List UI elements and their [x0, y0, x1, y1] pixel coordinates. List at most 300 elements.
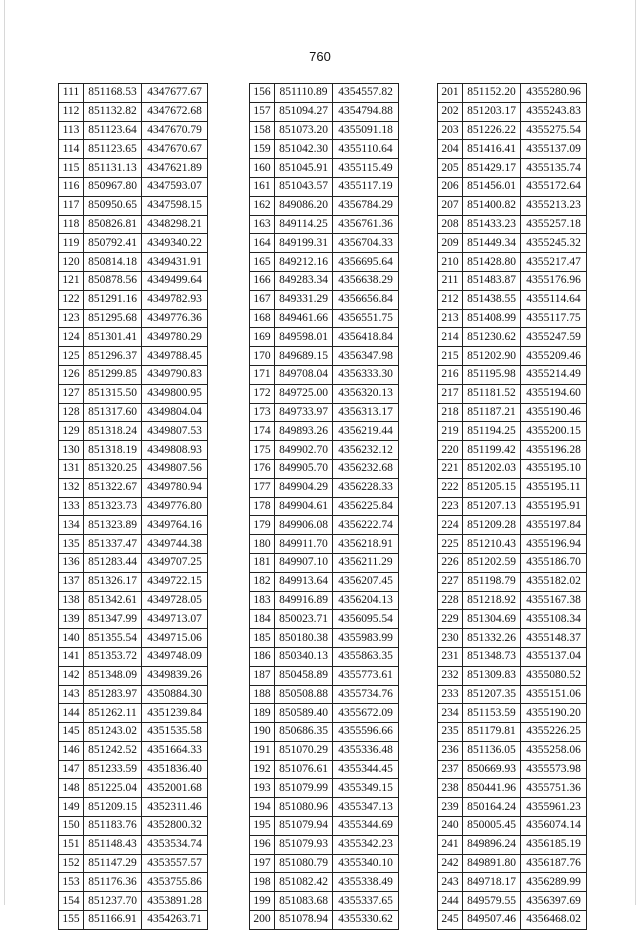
x-coordinate-cell: 851199.42 — [463, 441, 521, 460]
y-coordinate-cell: 4349780.29 — [142, 328, 208, 347]
y-coordinate-cell: 4355117.19 — [333, 177, 399, 196]
point-number-cell: 213 — [438, 309, 463, 328]
point-number-cell: 186 — [250, 647, 275, 666]
y-coordinate-cell: 4347593.07 — [142, 177, 208, 196]
x-coordinate-cell: 851347.99 — [84, 610, 142, 629]
x-coordinate-cell: 850878.56 — [84, 271, 142, 290]
y-coordinate-cell: 4356204.13 — [333, 591, 399, 610]
scan-edge-left — [4, 0, 5, 905]
y-coordinate-cell: 4356313.17 — [333, 403, 399, 422]
table-row — [438, 666, 587, 685]
point-number-cell: 218 — [438, 403, 463, 422]
table-row — [250, 817, 399, 836]
y-coordinate-cell: 4356418.84 — [333, 328, 399, 347]
table-row — [250, 384, 399, 403]
x-coordinate-cell: 851242.52 — [84, 741, 142, 760]
table-row — [438, 403, 587, 422]
y-coordinate-cell: 4352800.32 — [142, 817, 208, 836]
y-coordinate-cell: 4356074.14 — [521, 817, 587, 836]
table-row — [250, 723, 399, 742]
x-coordinate-cell: 851230.62 — [463, 328, 521, 347]
x-coordinate-cell: 850589.40 — [275, 704, 333, 723]
x-coordinate-cell: 851322.67 — [84, 478, 142, 497]
x-coordinate-cell: 851152.20 — [463, 84, 521, 103]
x-coordinate-cell: 850441.96 — [463, 779, 521, 798]
x-coordinate-cell: 851207.35 — [463, 685, 521, 704]
x-coordinate-cell: 849902.70 — [275, 441, 333, 460]
point-number-cell: 198 — [250, 873, 275, 892]
point-number-cell: 206 — [438, 177, 463, 196]
y-coordinate-cell: 4356225.84 — [333, 497, 399, 516]
y-coordinate-cell: 4355257.18 — [521, 215, 587, 234]
y-coordinate-cell: 4356187.76 — [521, 854, 587, 873]
y-coordinate-cell: 4355330.62 — [333, 911, 399, 930]
y-coordinate-cell: 4355200.15 — [521, 422, 587, 441]
table-row — [59, 441, 208, 460]
x-coordinate-cell: 850180.38 — [275, 629, 333, 648]
table-row — [59, 610, 208, 629]
y-coordinate-cell: 4356704.33 — [333, 234, 399, 253]
table-row — [438, 328, 587, 347]
point-number-cell: 214 — [438, 328, 463, 347]
x-coordinate-cell: 851295.68 — [84, 309, 142, 328]
table-row — [438, 441, 587, 460]
y-coordinate-cell: 4355137.09 — [521, 140, 587, 159]
x-coordinate-cell: 851080.96 — [275, 798, 333, 817]
point-number-cell: 150 — [59, 817, 84, 836]
x-coordinate-cell: 850967.80 — [84, 177, 142, 196]
table-row — [59, 741, 208, 760]
point-number-cell: 138 — [59, 591, 84, 610]
point-number-cell: 119 — [59, 234, 84, 253]
point-number-cell: 147 — [59, 760, 84, 779]
y-coordinate-cell: 4355342.23 — [333, 835, 399, 854]
x-coordinate-cell: 851203.17 — [463, 102, 521, 121]
table-row — [438, 478, 587, 497]
x-coordinate-cell: 851183.76 — [84, 817, 142, 836]
x-coordinate-cell: 851296.37 — [84, 347, 142, 366]
page-number: 760 — [309, 49, 331, 64]
point-number-cell: 238 — [438, 779, 463, 798]
y-coordinate-cell: 4355336.48 — [333, 741, 399, 760]
point-number-cell: 112 — [59, 102, 84, 121]
x-coordinate-cell: 851209.15 — [84, 798, 142, 817]
x-coordinate-cell: 851262.11 — [84, 704, 142, 723]
x-coordinate-cell: 851318.24 — [84, 422, 142, 441]
table-row — [59, 553, 208, 572]
x-coordinate-cell: 851315.50 — [84, 384, 142, 403]
x-coordinate-cell: 851337.47 — [84, 535, 142, 554]
table-row — [438, 234, 587, 253]
y-coordinate-cell: 4355258.06 — [521, 741, 587, 760]
x-coordinate-cell: 851045.91 — [275, 159, 333, 178]
x-coordinate-cell: 849708.04 — [275, 365, 333, 384]
table-row — [250, 647, 399, 666]
point-number-cell: 224 — [438, 516, 463, 535]
point-number-cell: 144 — [59, 704, 84, 723]
y-coordinate-cell: 4355108.34 — [521, 610, 587, 629]
table-row — [250, 835, 399, 854]
table-row — [438, 516, 587, 535]
table-row — [438, 384, 587, 403]
x-coordinate-cell: 851131.13 — [84, 159, 142, 178]
y-coordinate-cell: 4349748.09 — [142, 647, 208, 666]
y-coordinate-cell: 4355195.11 — [521, 478, 587, 497]
y-coordinate-cell: 4349431.91 — [142, 253, 208, 272]
y-coordinate-cell: 4355344.45 — [333, 760, 399, 779]
table-row — [250, 704, 399, 723]
x-coordinate-cell: 851147.29 — [84, 854, 142, 873]
point-number-cell: 161 — [250, 177, 275, 196]
y-coordinate-cell: 4356219.44 — [333, 422, 399, 441]
point-number-cell: 152 — [59, 854, 84, 873]
scan-edge-right — [635, 0, 636, 905]
y-coordinate-cell: 4352311.46 — [142, 798, 208, 817]
point-number-cell: 207 — [438, 196, 463, 215]
y-coordinate-cell: 4347672.68 — [142, 102, 208, 121]
point-number-cell: 245 — [438, 911, 463, 930]
y-coordinate-cell: 4355194.60 — [521, 384, 587, 403]
y-coordinate-cell: 4354263.71 — [142, 911, 208, 930]
table-row — [59, 629, 208, 648]
point-number-cell: 200 — [250, 911, 275, 930]
y-coordinate-cell: 4355196.28 — [521, 441, 587, 460]
y-coordinate-cell: 4355186.70 — [521, 553, 587, 572]
x-coordinate-cell: 849904.61 — [275, 497, 333, 516]
point-number-cell: 236 — [438, 741, 463, 760]
point-number-cell: 137 — [59, 572, 84, 591]
y-coordinate-cell: 4356232.12 — [333, 441, 399, 460]
y-coordinate-cell: 4355190.46 — [521, 403, 587, 422]
table-row — [250, 102, 399, 121]
y-coordinate-cell: 4355137.04 — [521, 647, 587, 666]
x-coordinate-cell: 851323.89 — [84, 516, 142, 535]
y-coordinate-cell: 4355115.49 — [333, 159, 399, 178]
point-number-cell: 156 — [250, 84, 275, 103]
point-number-cell: 134 — [59, 516, 84, 535]
y-coordinate-cell: 4356228.33 — [333, 478, 399, 497]
point-number-cell: 139 — [59, 610, 84, 629]
table-row — [59, 666, 208, 685]
y-coordinate-cell: 4355349.15 — [333, 779, 399, 798]
y-coordinate-cell: 4356551.75 — [333, 309, 399, 328]
x-coordinate-cell: 851079.93 — [275, 835, 333, 854]
x-coordinate-cell: 851317.60 — [84, 403, 142, 422]
y-coordinate-cell: 4355275.54 — [521, 121, 587, 140]
point-number-cell: 237 — [438, 760, 463, 779]
y-coordinate-cell: 4355110.64 — [333, 140, 399, 159]
coordinate-table-3 — [437, 83, 587, 930]
point-number-cell: 235 — [438, 723, 463, 742]
point-number-cell: 233 — [438, 685, 463, 704]
point-number-cell: 223 — [438, 497, 463, 516]
point-number-cell: 232 — [438, 666, 463, 685]
x-coordinate-cell: 851132.82 — [84, 102, 142, 121]
y-coordinate-cell: 4356289.99 — [521, 873, 587, 892]
table-row — [59, 459, 208, 478]
point-number-cell: 244 — [438, 892, 463, 911]
x-coordinate-cell: 851070.29 — [275, 741, 333, 760]
y-coordinate-cell: 4355347.13 — [333, 798, 399, 817]
x-coordinate-cell: 851080.79 — [275, 854, 333, 873]
x-coordinate-cell: 849331.29 — [275, 290, 333, 309]
y-coordinate-cell: 4349804.04 — [142, 403, 208, 422]
y-coordinate-cell: 4356761.36 — [333, 215, 399, 234]
table-row — [438, 685, 587, 704]
table-row — [59, 121, 208, 140]
y-coordinate-cell: 4355196.94 — [521, 535, 587, 554]
point-number-cell: 203 — [438, 121, 463, 140]
y-coordinate-cell: 4349782.93 — [142, 290, 208, 309]
point-number-cell: 159 — [250, 140, 275, 159]
y-coordinate-cell: 4353891.28 — [142, 892, 208, 911]
point-number-cell: 142 — [59, 666, 84, 685]
point-number-cell: 197 — [250, 854, 275, 873]
y-coordinate-cell: 4349807.56 — [142, 459, 208, 478]
y-coordinate-cell: 4356333.30 — [333, 365, 399, 384]
point-number-cell: 210 — [438, 253, 463, 272]
y-coordinate-cell: 4355773.61 — [333, 666, 399, 685]
point-number-cell: 122 — [59, 290, 84, 309]
table-row — [250, 516, 399, 535]
point-number-cell: 128 — [59, 403, 84, 422]
y-coordinate-cell: 4347670.79 — [142, 121, 208, 140]
point-number-cell: 240 — [438, 817, 463, 836]
point-number-cell: 216 — [438, 365, 463, 384]
x-coordinate-cell: 851153.59 — [463, 704, 521, 723]
table-row — [59, 779, 208, 798]
coordinate-table-1 — [58, 83, 208, 930]
point-number-cell: 175 — [250, 441, 275, 460]
point-number-cell: 188 — [250, 685, 275, 704]
y-coordinate-cell: 4356695.64 — [333, 253, 399, 272]
x-coordinate-cell: 851449.34 — [463, 234, 521, 253]
point-number-cell: 169 — [250, 328, 275, 347]
point-number-cell: 184 — [250, 610, 275, 629]
point-number-cell: 199 — [250, 892, 275, 911]
x-coordinate-cell: 851355.54 — [84, 629, 142, 648]
point-number-cell: 191 — [250, 741, 275, 760]
table-row — [250, 666, 399, 685]
point-number-cell: 178 — [250, 497, 275, 516]
point-number-cell: 111 — [59, 84, 84, 103]
x-coordinate-cell: 851123.64 — [84, 121, 142, 140]
point-number-cell: 170 — [250, 347, 275, 366]
table-row — [438, 553, 587, 572]
point-number-cell: 168 — [250, 309, 275, 328]
table-row — [59, 572, 208, 591]
point-number-cell: 229 — [438, 610, 463, 629]
table-row — [59, 497, 208, 516]
table-row — [59, 271, 208, 290]
y-coordinate-cell: 4349728.05 — [142, 591, 208, 610]
table-row — [59, 234, 208, 253]
y-coordinate-cell: 4356347.98 — [333, 347, 399, 366]
point-number-cell: 149 — [59, 798, 84, 817]
y-coordinate-cell: 4347670.67 — [142, 140, 208, 159]
point-number-cell: 154 — [59, 892, 84, 911]
x-coordinate-cell: 849689.15 — [275, 347, 333, 366]
y-coordinate-cell: 4355091.18 — [333, 121, 399, 140]
point-number-cell: 120 — [59, 253, 84, 272]
y-coordinate-cell: 4355217.47 — [521, 253, 587, 272]
x-coordinate-cell: 849733.97 — [275, 403, 333, 422]
y-coordinate-cell: 4355247.59 — [521, 328, 587, 347]
table-row — [250, 271, 399, 290]
point-number-cell: 158 — [250, 121, 275, 140]
table-row — [59, 478, 208, 497]
point-number-cell: 196 — [250, 835, 275, 854]
table-row — [250, 121, 399, 140]
point-number-cell: 179 — [250, 516, 275, 535]
table-row — [250, 685, 399, 704]
y-coordinate-cell: 4356638.29 — [333, 271, 399, 290]
x-coordinate-cell: 851123.65 — [84, 140, 142, 159]
x-coordinate-cell: 851326.17 — [84, 572, 142, 591]
y-coordinate-cell: 4351836.40 — [142, 760, 208, 779]
point-number-cell: 123 — [59, 309, 84, 328]
point-number-cell: 127 — [59, 384, 84, 403]
x-coordinate-cell: 851210.43 — [463, 535, 521, 554]
point-number-cell: 228 — [438, 591, 463, 610]
point-number-cell: 177 — [250, 478, 275, 497]
y-coordinate-cell: 4349713.07 — [142, 610, 208, 629]
y-coordinate-cell: 4352001.68 — [142, 779, 208, 798]
table-row — [250, 196, 399, 215]
point-number-cell: 114 — [59, 140, 84, 159]
y-coordinate-cell: 4355214.49 — [521, 365, 587, 384]
point-number-cell: 221 — [438, 459, 463, 478]
y-coordinate-cell: 4355961.23 — [521, 798, 587, 817]
point-number-cell: 115 — [59, 159, 84, 178]
table-row — [438, 911, 587, 930]
table-row — [59, 892, 208, 911]
y-coordinate-cell: 4349839.26 — [142, 666, 208, 685]
x-coordinate-cell: 851428.80 — [463, 253, 521, 272]
table-row — [250, 215, 399, 234]
x-coordinate-cell: 850826.81 — [84, 215, 142, 234]
point-number-cell: 113 — [59, 121, 84, 140]
point-number-cell: 162 — [250, 196, 275, 215]
point-number-cell: 187 — [250, 666, 275, 685]
x-coordinate-cell: 851176.36 — [84, 873, 142, 892]
table-row — [59, 535, 208, 554]
x-coordinate-cell: 849461.66 — [275, 309, 333, 328]
y-coordinate-cell: 4356222.74 — [333, 516, 399, 535]
y-coordinate-cell: 4355195.91 — [521, 497, 587, 516]
y-coordinate-cell: 4355167.38 — [521, 591, 587, 610]
y-coordinate-cell: 4349764.16 — [142, 516, 208, 535]
table-row — [59, 685, 208, 704]
y-coordinate-cell: 4356784.29 — [333, 196, 399, 215]
y-coordinate-cell: 4355983.99 — [333, 629, 399, 648]
y-coordinate-cell: 4355573.98 — [521, 760, 587, 779]
y-coordinate-cell: 4349776.80 — [142, 497, 208, 516]
table-row — [59, 159, 208, 178]
point-number-cell: 135 — [59, 535, 84, 554]
table-row — [250, 535, 399, 554]
x-coordinate-cell: 849896.24 — [463, 835, 521, 854]
point-number-cell: 164 — [250, 234, 275, 253]
point-number-cell: 126 — [59, 365, 84, 384]
table-row — [250, 572, 399, 591]
point-number-cell: 124 — [59, 328, 84, 347]
y-coordinate-cell: 4355172.64 — [521, 177, 587, 196]
point-number-cell: 116 — [59, 177, 84, 196]
x-coordinate-cell: 851202.59 — [463, 553, 521, 572]
point-number-cell: 180 — [250, 535, 275, 554]
y-coordinate-cell: 4355344.69 — [333, 817, 399, 836]
point-number-cell: 118 — [59, 215, 84, 234]
y-coordinate-cell: 4356468.02 — [521, 911, 587, 930]
x-coordinate-cell: 851416.41 — [463, 140, 521, 159]
y-coordinate-cell: 4355243.83 — [521, 102, 587, 121]
y-coordinate-cell: 4353755.86 — [142, 873, 208, 892]
x-coordinate-cell: 851283.44 — [84, 553, 142, 572]
table-row — [438, 723, 587, 742]
table-row — [438, 497, 587, 516]
y-coordinate-cell: 4356211.29 — [333, 553, 399, 572]
point-number-cell: 226 — [438, 553, 463, 572]
point-number-cell: 181 — [250, 553, 275, 572]
y-coordinate-cell: 4356320.13 — [333, 384, 399, 403]
point-number-cell: 171 — [250, 365, 275, 384]
x-coordinate-cell: 849283.34 — [275, 271, 333, 290]
point-number-cell: 131 — [59, 459, 84, 478]
x-coordinate-cell: 851456.01 — [463, 177, 521, 196]
table-row — [438, 196, 587, 215]
point-number-cell: 185 — [250, 629, 275, 648]
table-row — [250, 403, 399, 422]
table-row — [59, 854, 208, 873]
x-coordinate-cell: 851207.13 — [463, 497, 521, 516]
y-coordinate-cell: 4355734.76 — [333, 685, 399, 704]
x-coordinate-cell: 849904.29 — [275, 478, 333, 497]
y-coordinate-cell: 4355863.35 — [333, 647, 399, 666]
y-coordinate-cell: 4349499.64 — [142, 271, 208, 290]
x-coordinate-cell: 851237.70 — [84, 892, 142, 911]
x-coordinate-cell: 849907.10 — [275, 553, 333, 572]
x-coordinate-cell: 851309.83 — [463, 666, 521, 685]
x-coordinate-cell: 849598.01 — [275, 328, 333, 347]
x-coordinate-cell: 849114.25 — [275, 215, 333, 234]
y-coordinate-cell: 4356656.84 — [333, 290, 399, 309]
x-coordinate-cell: 851433.23 — [463, 215, 521, 234]
x-coordinate-cell: 849891.80 — [463, 854, 521, 873]
x-coordinate-cell: 851353.72 — [84, 647, 142, 666]
table-row — [438, 779, 587, 798]
y-coordinate-cell: 4355080.52 — [521, 666, 587, 685]
x-coordinate-cell: 851202.90 — [463, 347, 521, 366]
table-row — [59, 384, 208, 403]
table-row — [59, 835, 208, 854]
y-coordinate-cell: 4349800.95 — [142, 384, 208, 403]
x-coordinate-cell: 849212.16 — [275, 253, 333, 272]
y-coordinate-cell: 4355337.65 — [333, 892, 399, 911]
table-row — [438, 798, 587, 817]
table-row — [250, 553, 399, 572]
x-coordinate-cell: 851073.20 — [275, 121, 333, 140]
point-number-cell: 125 — [59, 347, 84, 366]
point-number-cell: 222 — [438, 478, 463, 497]
x-coordinate-cell: 851195.98 — [463, 365, 521, 384]
table-row — [438, 121, 587, 140]
x-coordinate-cell: 851291.16 — [84, 290, 142, 309]
table-row — [59, 365, 208, 384]
table-row — [250, 873, 399, 892]
x-coordinate-cell: 851483.87 — [463, 271, 521, 290]
table-row — [438, 140, 587, 159]
